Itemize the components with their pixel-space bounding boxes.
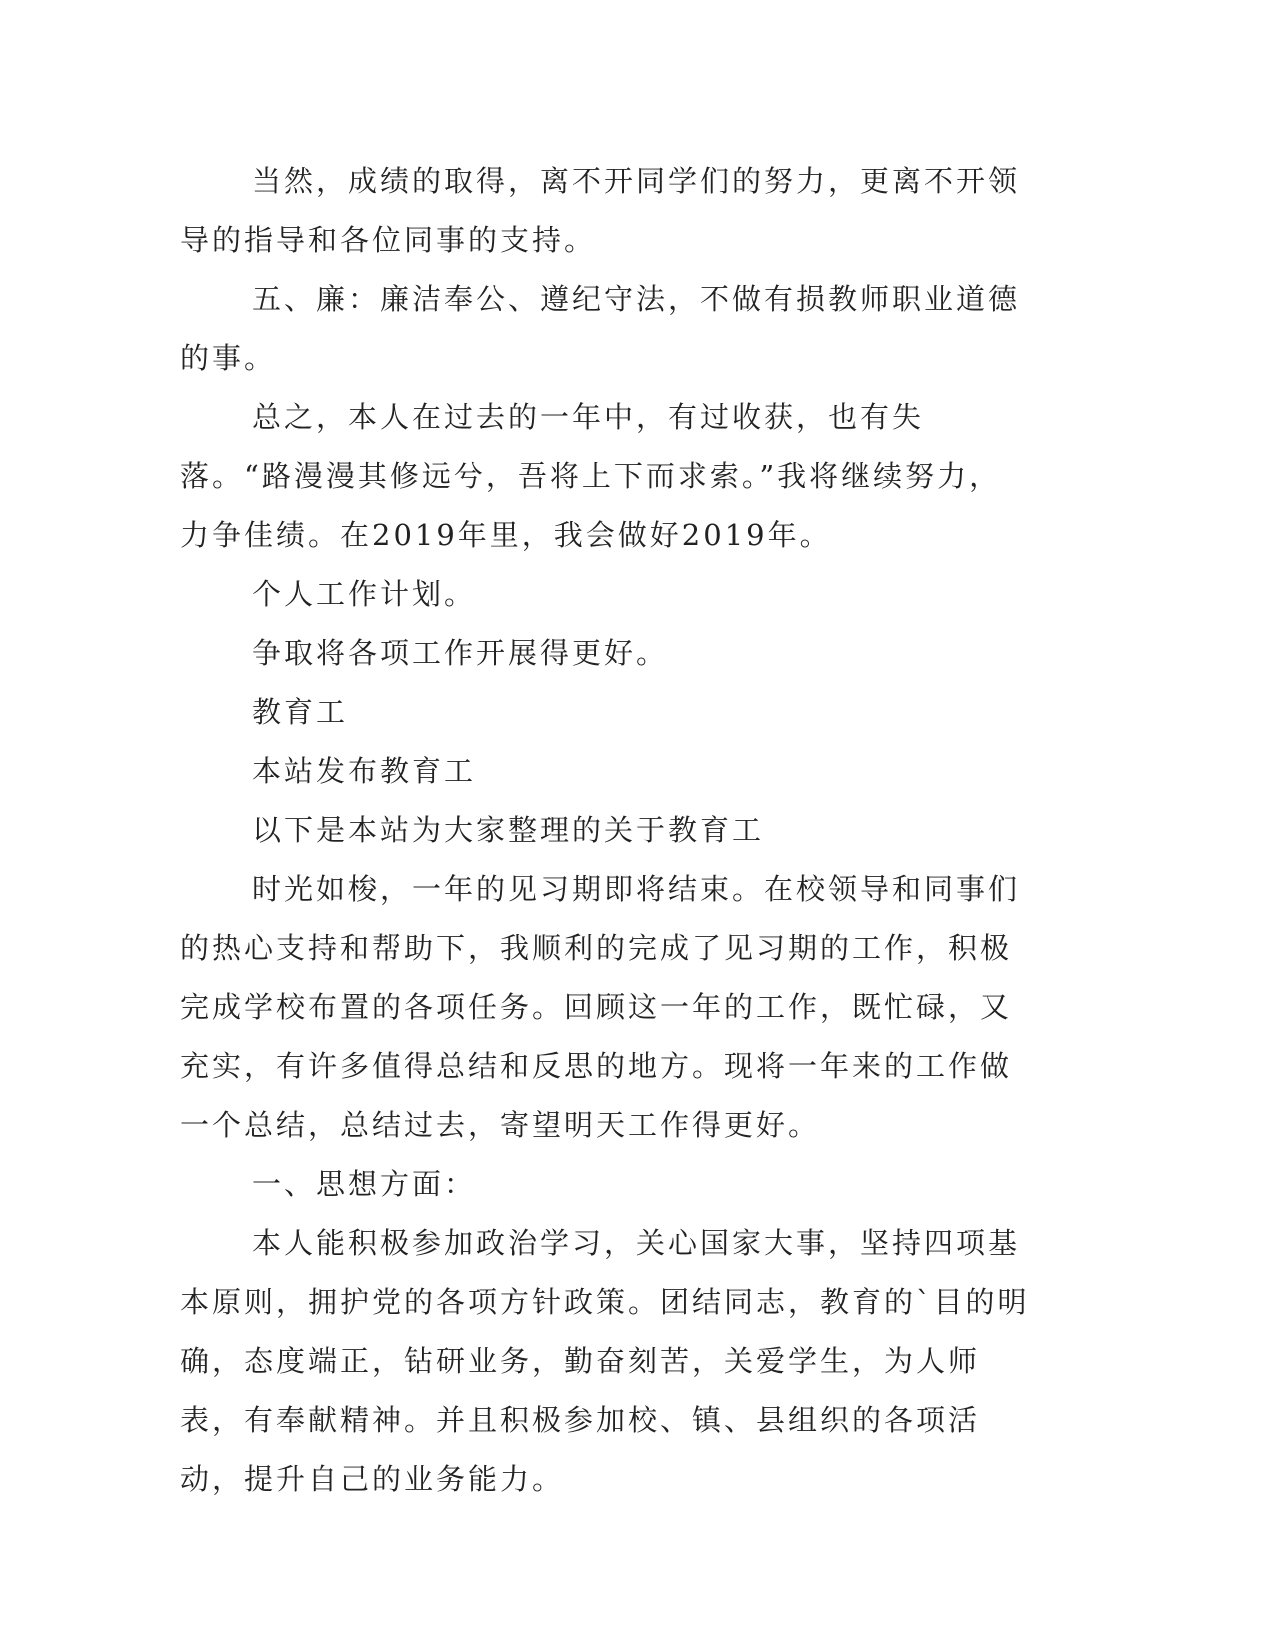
section-heading: 一、思想方面： bbox=[252, 1167, 477, 1201]
document-body bbox=[180, 152, 1030, 1509]
paragraph: 教育工 bbox=[252, 695, 349, 729]
paragraph: 以下是本站为大家整理的关于教育工 bbox=[252, 813, 765, 847]
paragraph: 个人工作计划。 bbox=[252, 577, 477, 611]
paragraph: 本人能积极参加政治学习，关心国家大事，坚持四项基本原则，拥护党的各项方针政策。团结同志，教育的`目的明确，态度端正，钻研业务，勤奋刻苦，关爱学生，为人师表，有奉献精神。并且积极参加校、镇、县组织的各项活动，提升自己的业务能力。 bbox=[180, 1226, 1030, 1496]
paragraph: 总之，本人在过去的一年中，有过收获，也有失落。“路漫漫其修远兮，吾将上下而求索。”我将继续努力，力争佳绩。在2019年里，我会做好2019年。 bbox=[180, 400, 1002, 552]
paragraph: 争取将各项工作开展得更好。 bbox=[252, 636, 669, 670]
paragraph: 本站发布教育工 bbox=[252, 754, 477, 788]
paragraph: 五、廉：廉洁奉公、遵纪守法，不做有损教师职业道德的事。 bbox=[180, 282, 1021, 375]
paragraph: 时光如梭，一年的见习期即将结束。在校领导和同事们的热心支持和帮助下，我顺利的完成了见习期的工作，积极完成学校布置的各项任务。回顾这一年的工作，既忙碌，又充实，有许多值得总结和反思的地方。现将一年来的工作做一个总结，总结过去，寄望明天工作得更好。 bbox=[180, 872, 1021, 1142]
paragraph: 当然，成绩的取得，离不开同学们的努力，更离不开领导的指导和各位同事的支持。 bbox=[180, 164, 1021, 257]
